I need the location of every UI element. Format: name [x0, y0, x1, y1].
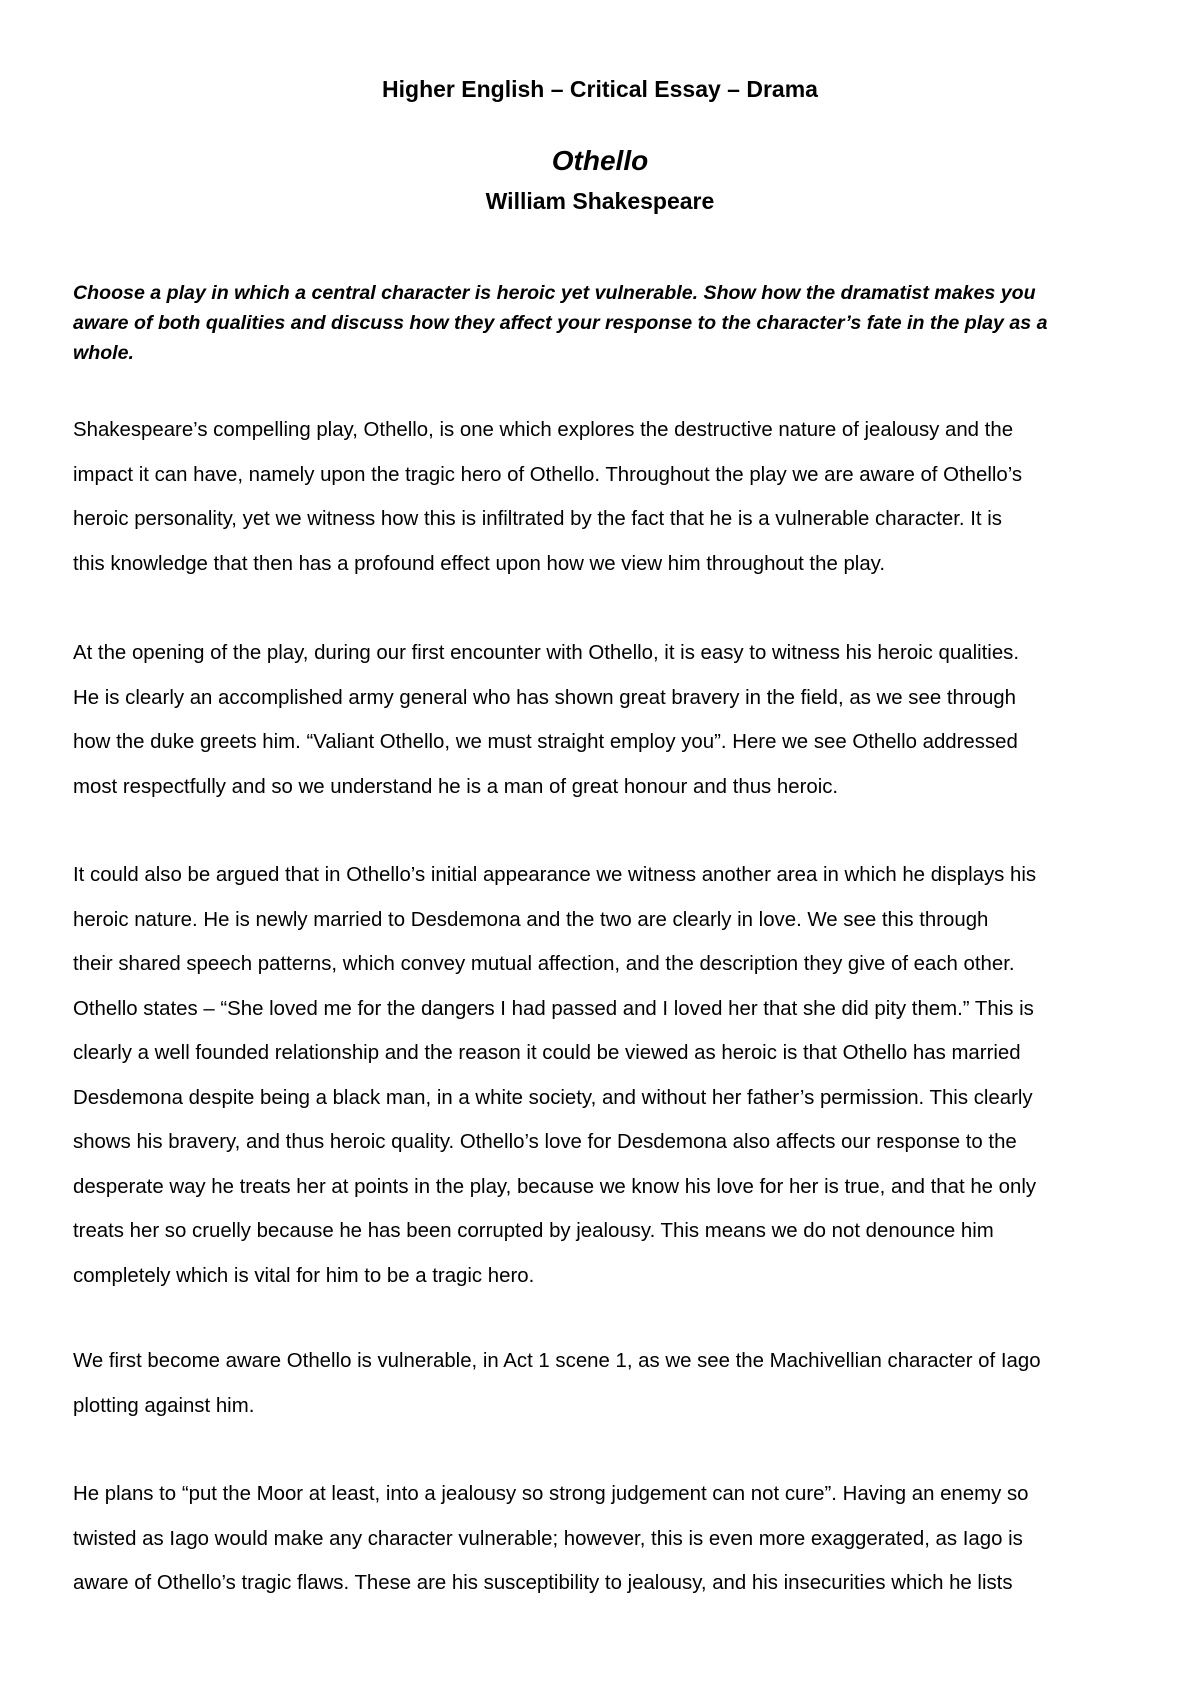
- paragraph-line: shows his bravery, and thus heroic quality. Othello’s love for Desdemona also affects our response to the: [73, 1131, 1017, 1153]
- question-line: whole.: [73, 342, 134, 364]
- paragraph-line: Desdemona despite being a black man, in a white society, and without her father’s permission. This clearly: [73, 1086, 1033, 1109]
- paragraph-line: He plans to “put the Moor at least, into a jealousy so strong judgement can not cure”. Having an enemy so: [73, 1483, 1029, 1505]
- paragraph-line: their shared speech patterns, which convey mutual affection, and the description they give of each other.: [73, 953, 1015, 975]
- paragraph-line: At the opening of the play, during our first encounter with Othello, it is easy to witness his heroic qualities.: [73, 642, 1020, 664]
- paragraph-line: impact it can have, namely upon the tragic hero of Othello. Throughout the play we are aware of Othello’s: [73, 463, 1023, 486]
- paragraph-line: aware of Othello’s tragic flaws. These are his susceptibility to jealousy, and his insecurities which he lists: [73, 1572, 1013, 1594]
- paragraph-vulnerable: [73, 1339, 1131, 1428]
- paragraph-line: plotting against him.: [73, 1394, 255, 1417]
- paragraph-line: clearly a well founded relationship and the reason it could be viewed as heroic is that Othello has married: [73, 1042, 1021, 1064]
- question-line: Choose a play in which a central character is heroic yet vulnerable. Show how the dramatist makes you: [73, 282, 1036, 304]
- paragraph-opening: [73, 631, 1131, 809]
- course-title: Higher English – Critical Essay – Drama: [382, 76, 818, 102]
- paragraph-line: heroic personality, yet we witness how this is infiltrated by the fact that he is a vulnerable character. It is: [73, 508, 1002, 530]
- paragraph-line: heroic nature. He is newly married to Desdemona and the two are clearly in love. We see this through: [73, 908, 989, 931]
- author-name: William Shakespeare: [485, 188, 715, 214]
- paragraph-line: completely which is vital for him to be a tragic hero.: [73, 1264, 535, 1287]
- paragraph-line: this knowledge that then has a profound effect upon how we view him throughout the play.: [73, 552, 886, 575]
- paragraph-line: twisted as Iago would make any character vulnerable; however, this is even more exaggerated, as Iago is: [73, 1527, 1023, 1550]
- paragraph-introduction: [73, 408, 1131, 586]
- play-title: Othello: [551, 145, 649, 176]
- essay-question: [73, 278, 1131, 368]
- paragraph-line: We first become aware Othello is vulnerable, in Act 1 scene 1, as we see the Machivellian character of Iago: [73, 1350, 1041, 1372]
- paragraph-line: how the duke greets him. “Valiant Othello, we must straight employ you”. Here we see Othello addressed: [73, 731, 1018, 753]
- paragraph-line: treats her so cruelly because he has been corrupted by jealousy. This means we do not denounce him: [73, 1220, 994, 1242]
- paragraph-line: most respectfully and so we understand he is a man of great honour and thus heroic.: [73, 775, 839, 798]
- paragraph-line: Shakespeare’s compelling play, Othello, is one which explores the destructive nature of jealousy and the: [73, 419, 1014, 441]
- paragraph-line: It could also be argued that in Othello’s initial appearance we witness another area in which he displays his: [73, 864, 1037, 886]
- question-line: aware of both qualities and discuss how they affect your response to the character’s fate in the play as a: [73, 312, 1048, 334]
- paragraph-line: Othello states – “She loved me for the dangers I had passed and I loved her that she did pity them.” This is: [73, 997, 1034, 1020]
- paragraph-iago-plan: [73, 1472, 1131, 1606]
- paragraph-line: desperate way he treats her at points in the play, because we know his love for her is true, and that he only: [73, 1175, 1037, 1198]
- paragraph-heroic-nature: [73, 853, 1131, 1298]
- paragraph-line: He is clearly an accomplished army general who has shown great bravery in the field, as we see through: [73, 686, 1016, 709]
